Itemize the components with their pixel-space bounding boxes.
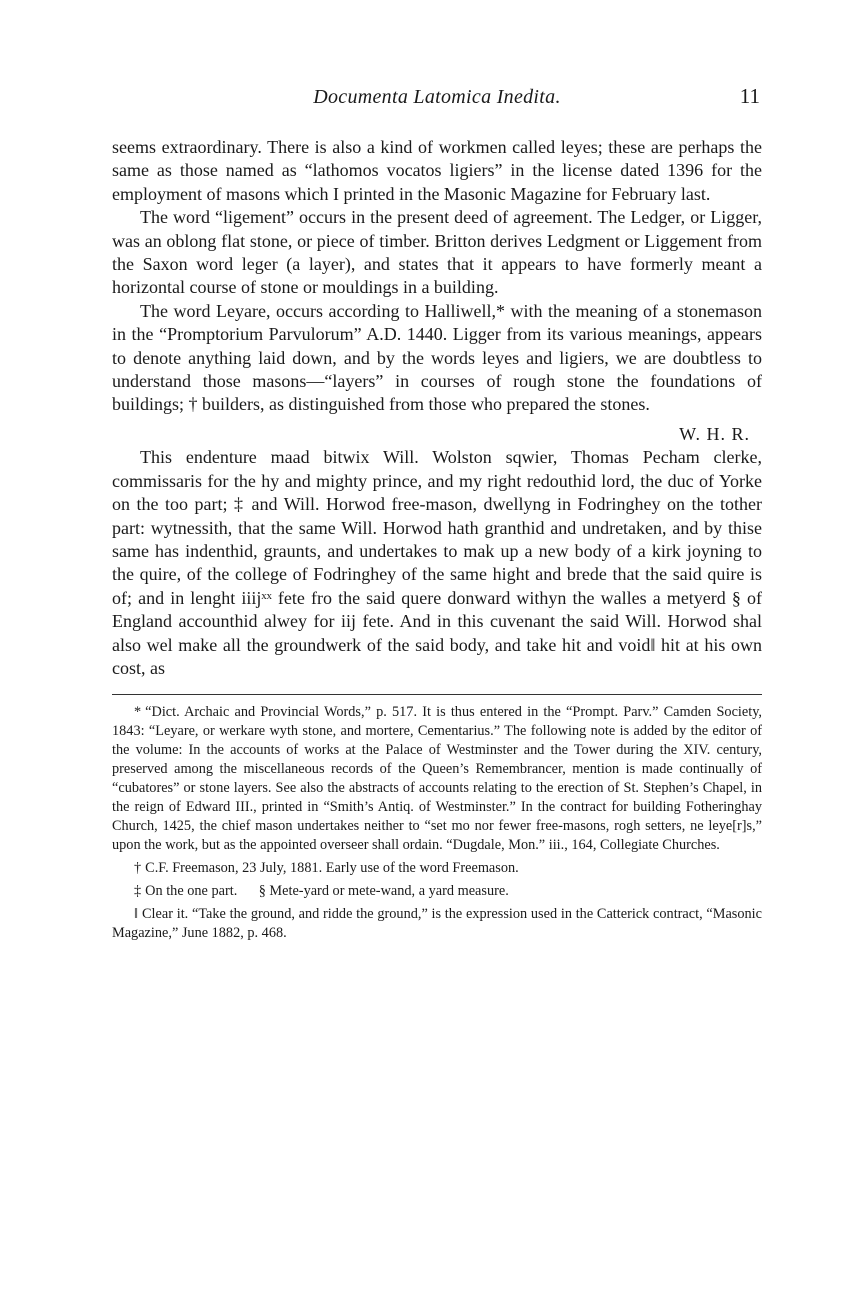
footnote	[112, 882, 762, 901]
page-number: 11	[739, 84, 760, 108]
running-title: Documenta Latomica Inedita.	[313, 86, 561, 108]
footnote	[112, 905, 762, 943]
footnote-mark: *	[134, 704, 142, 721]
deed-paragraph: This endenture maad bitwix Will. Wolston sqwier, Thomas Pecham clerke, commissaris for the hy and mighty prince, and my right redouthid lord, the duc of Yorke on the too part; ‡ and Will. Horwod free-mason, dwellyng in Fodringhey on the tother part: wytnessith, that the same Will. Horwod hath granthid and undretaken, and by thise same has indenthid, graunts, and undertakes to mak up a new body of a kirk joyning to the quire, of the college of Fodringhey of the same hight and brede that the said quire is of; and in lenght iiijˣˣ fete fro the said quere donward withyn the walles a metyerd § of England accounthid alwey for iij fete. And in this cuvenant the said Will. Horwod shal also wel make all the groundwerk of the said body, and take hit and void‖ hit at his own cost, as	[112, 447, 762, 678]
paragraph: The word “ligement” occurs in the present deed of agreement. The Ledger, or Ligger, was an oblong flat stone, or piece of timber. Britton derives Ledgment or Liggement from the Saxon word leger (a layer), and states that it appears to have formerly meant a horizontal course of stone or mouldings in a building.	[112, 207, 762, 298]
main-text	[112, 136, 762, 680]
running-header	[112, 82, 762, 116]
footnotes	[112, 703, 762, 943]
footnote	[112, 703, 762, 855]
footnote-divider	[112, 694, 762, 695]
footnote-mark: ‡	[134, 883, 142, 900]
paragraph: seems extraordinary. There is also a kind of workmen called leyes; these are perhaps the same as those named as “lathomos vocatos ligiers” in the license dated 1396 for the employment of masons which I printed in the Masonic Magazine for February last.	[112, 137, 762, 204]
footnote-text: “Dict. Archaic and Provincial Words,” p. 517. It is thus entered in the “Prompt. Parv.” Camden Society, 1843: “Leyare, or werkare wyth stone, and mortere, Cementarius.” The following note is added by the editor of the volume: In the accounts of works at the Palace of Westminster and the Tower during the XIV. century, preserved among the miscellaneous records of the Queen’s Remembrancer, mention is made continually of “cubatores” or stone layers. See also the abstracts of accounts relating to the erection of St. Stephen’s Chapel, in the reign of Edward III., printed in “Smith’s Antiq. of Westminster.” In the contract for building Fotheringhay Church, 1425, the chief mason undertakes neither to “set mo nor fewer free-masons, rogh setters, ne leye[r]s,” upon the work, but as the appointed overseer shall ordain. “Dugdale, Mon.” iii., 164, Collegiate Churches.	[112, 704, 762, 854]
footnote-text: On the one part. § Mete-yard or mete-wand, a yard measure.	[145, 883, 509, 900]
author-signature: W. H. R.	[679, 423, 750, 444]
paragraph: The word Leyare, occurs according to Halliwell,* with the meaning of a stonemason in the “Promptorium Parvulorum” A.D. 1440. Ligger from its various meanings, appears to denote anything laid down, and by the words leyes and ligiers, we are doubtless to understand those masons—“layers” in courses of rough stone the foundations of buildings; † builders, as distinguished from those who prepared the stones.	[112, 300, 762, 415]
footnote-text: Clear it. “Take the ground, and ridde the ground,” is the expression used in the Catterick contract, “Masonic Magazine,” June 1882, p. 468.	[112, 906, 762, 942]
footnote	[112, 859, 762, 878]
footnote-mark: †	[134, 860, 142, 877]
footnote-mark: ‖	[134, 906, 139, 923]
footnote-text: C.F. Freemason, 23 July, 1881. Early use of the word Freemason.	[145, 860, 519, 877]
page	[112, 82, 762, 947]
